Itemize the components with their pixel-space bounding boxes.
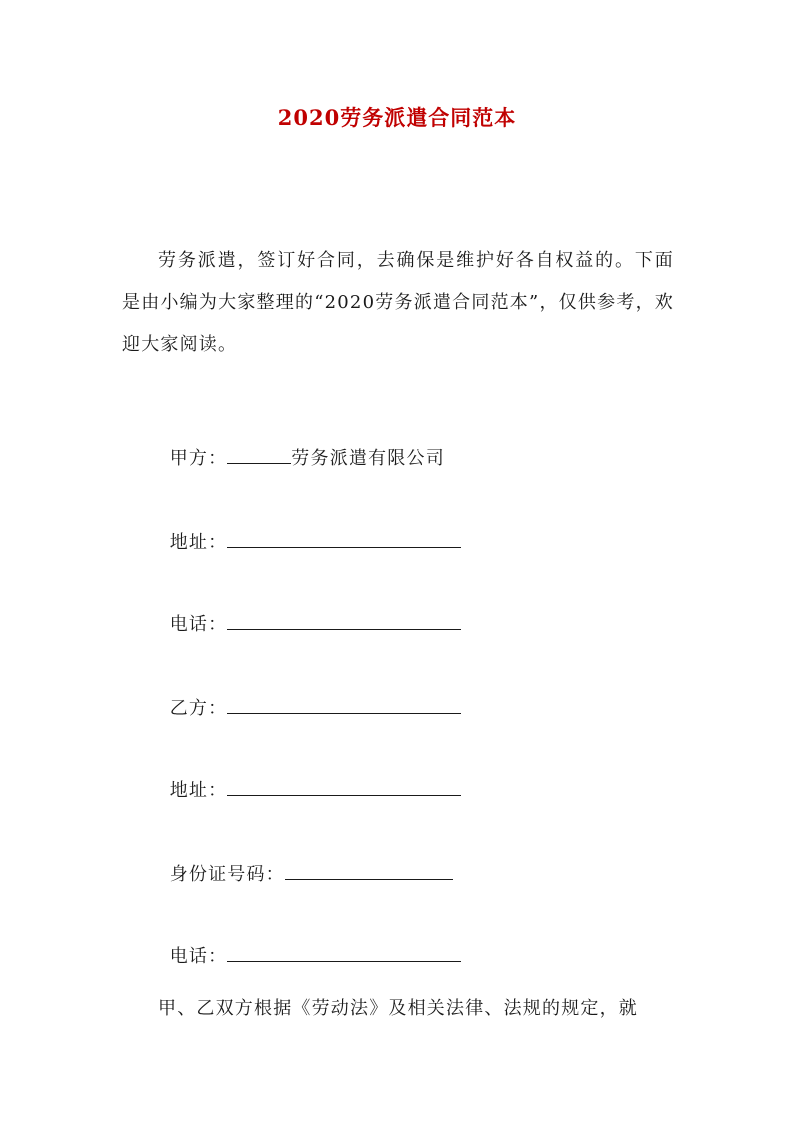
party-b-blank xyxy=(227,695,461,714)
party-b-address-line xyxy=(142,746,461,836)
party-b-phone-label: 电话： xyxy=(169,946,228,967)
party-a-label: 甲方： xyxy=(169,448,228,469)
document-title: 2020劳务派遣合同范本 xyxy=(277,105,517,130)
party-a-blank xyxy=(227,445,291,464)
party-a-phone-blank xyxy=(227,611,461,630)
party-a-phone-line xyxy=(142,580,461,670)
party-b-id-line xyxy=(142,830,453,920)
party-a-address-label: 地址： xyxy=(169,532,228,553)
party-b-id-label: 身份证号码： xyxy=(169,864,285,885)
closing-paragraph: 甲、乙双方根据《劳动法》及相关法律、法规的规定，就 xyxy=(158,998,638,1019)
party-a-company-suffix: 劳务派遣有限公司 xyxy=(291,448,445,469)
party-a-address-line xyxy=(142,498,461,588)
party-b-id-blank xyxy=(285,861,453,880)
party-b-phone-blank xyxy=(227,943,461,962)
party-a-address-blank xyxy=(227,529,461,548)
party-a-phone-label: 电话： xyxy=(169,614,228,635)
party-b-label: 乙方： xyxy=(169,698,228,719)
party-b-line xyxy=(142,664,461,754)
party-b-address-blank xyxy=(227,777,461,796)
intro-paragraph: 劳务派遣，签订好合同，去确保是维护好各自权益的。下面是由小编为大家整理的“2020劳务派遣合同范本”，仅供参考，欢迎大家阅读。 xyxy=(122,250,674,355)
party-a-line xyxy=(142,414,445,504)
party-b-address-label: 地址： xyxy=(169,780,228,801)
